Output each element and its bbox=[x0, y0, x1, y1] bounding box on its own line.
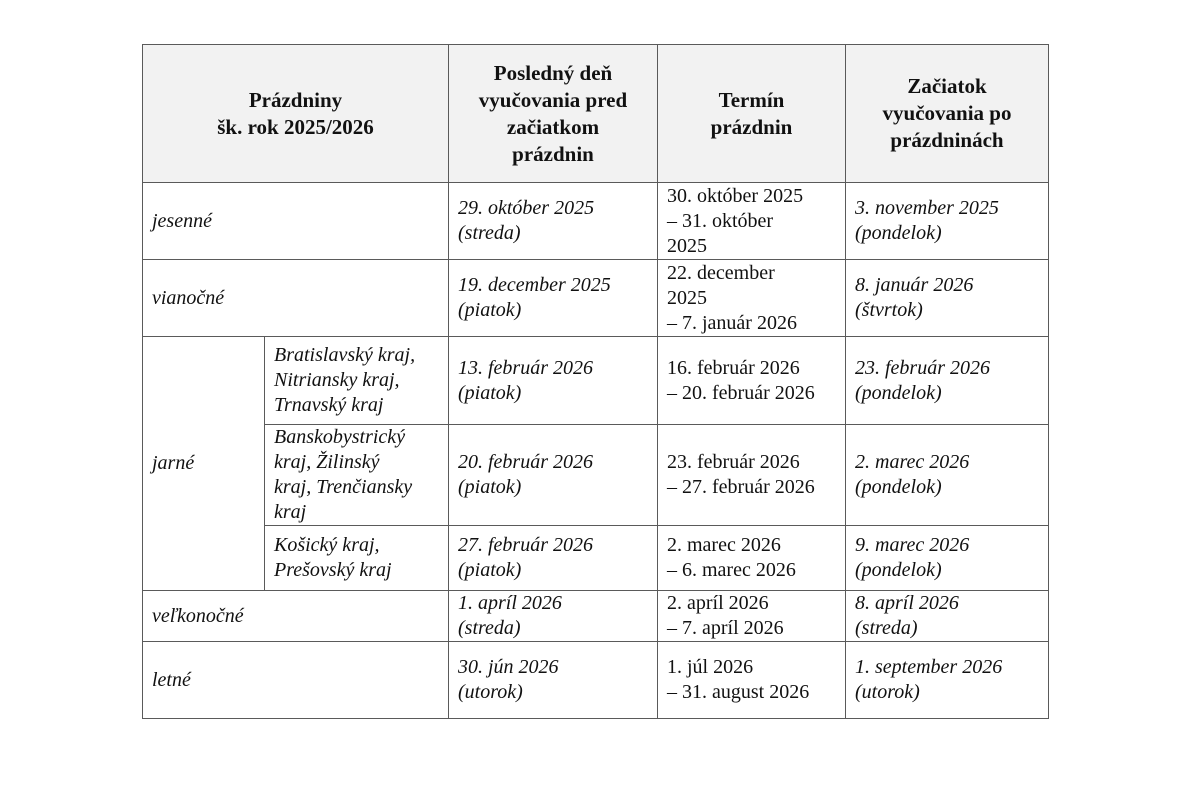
table-row bbox=[143, 425, 1049, 526]
header-last-day: Posledný deň vyučovania pred začiatkom prázdnin bbox=[449, 45, 658, 183]
last-day: 13. február 2026 (piatok) bbox=[449, 337, 658, 425]
start-day: 9. marec 2026 (pondelok) bbox=[846, 526, 1049, 591]
start-day: 23. február 2026 (pondelok) bbox=[846, 337, 1049, 425]
header-holidays: Prázdniny šk. rok 2025/2026 bbox=[143, 45, 449, 183]
term: 2. marec 2026 – 6. marec 2026 bbox=[658, 526, 846, 591]
start-day: 8. apríl 2026 (streda) bbox=[846, 591, 1049, 642]
start-day: 8. január 2026 (štvrtok) bbox=[846, 260, 1049, 337]
holiday-schedule-table bbox=[142, 44, 1049, 719]
last-day: 20. február 2026 (piatok) bbox=[449, 425, 658, 526]
holiday-name: letné bbox=[143, 642, 449, 719]
last-day: 19. december 2025 (piatok) bbox=[449, 260, 658, 337]
table-row bbox=[143, 591, 1049, 642]
last-day: 1. apríl 2026 (streda) bbox=[449, 591, 658, 642]
header-term: Termín prázdnin bbox=[658, 45, 846, 183]
last-day: 27. február 2026 (piatok) bbox=[449, 526, 658, 591]
table-row bbox=[143, 642, 1049, 719]
holiday-name: vianočné bbox=[143, 260, 449, 337]
region: Banskobystrický kraj, Žilinský kraj, Trenčiansky kraj bbox=[265, 425, 449, 526]
table-row bbox=[143, 183, 1049, 260]
last-day: 30. jún 2026 (utorok) bbox=[449, 642, 658, 719]
holiday-name: jesenné bbox=[143, 183, 449, 260]
holiday-name: veľkonočné bbox=[143, 591, 449, 642]
header-row bbox=[143, 45, 1049, 183]
table-row bbox=[143, 260, 1049, 337]
start-day: 1. september 2026 (utorok) bbox=[846, 642, 1049, 719]
term: 1. júl 2026 – 31. august 2026 bbox=[658, 642, 846, 719]
term: 30. október 2025 – 31. október 2025 bbox=[658, 183, 846, 260]
term: 23. február 2026 – 27. február 2026 bbox=[658, 425, 846, 526]
header-start: Začiatok vyučovania po prázdninách bbox=[846, 45, 1049, 183]
term: 2. apríl 2026 – 7. apríl 2026 bbox=[658, 591, 846, 642]
term: 22. december 2025 – 7. január 2026 bbox=[658, 260, 846, 337]
region: Bratislavský kraj, Nitriansky kraj, Trnavský kraj bbox=[265, 337, 449, 425]
table-row bbox=[143, 337, 1049, 425]
start-day: 3. november 2025 (pondelok) bbox=[846, 183, 1049, 260]
last-day: 29. október 2025 (streda) bbox=[449, 183, 658, 260]
term: 16. február 2026 – 20. február 2026 bbox=[658, 337, 846, 425]
holiday-name: jarné bbox=[143, 337, 265, 591]
region: Košický kraj, Prešovský kraj bbox=[265, 526, 449, 591]
start-day: 2. marec 2026 (pondelok) bbox=[846, 425, 1049, 526]
table-row bbox=[143, 526, 1049, 591]
